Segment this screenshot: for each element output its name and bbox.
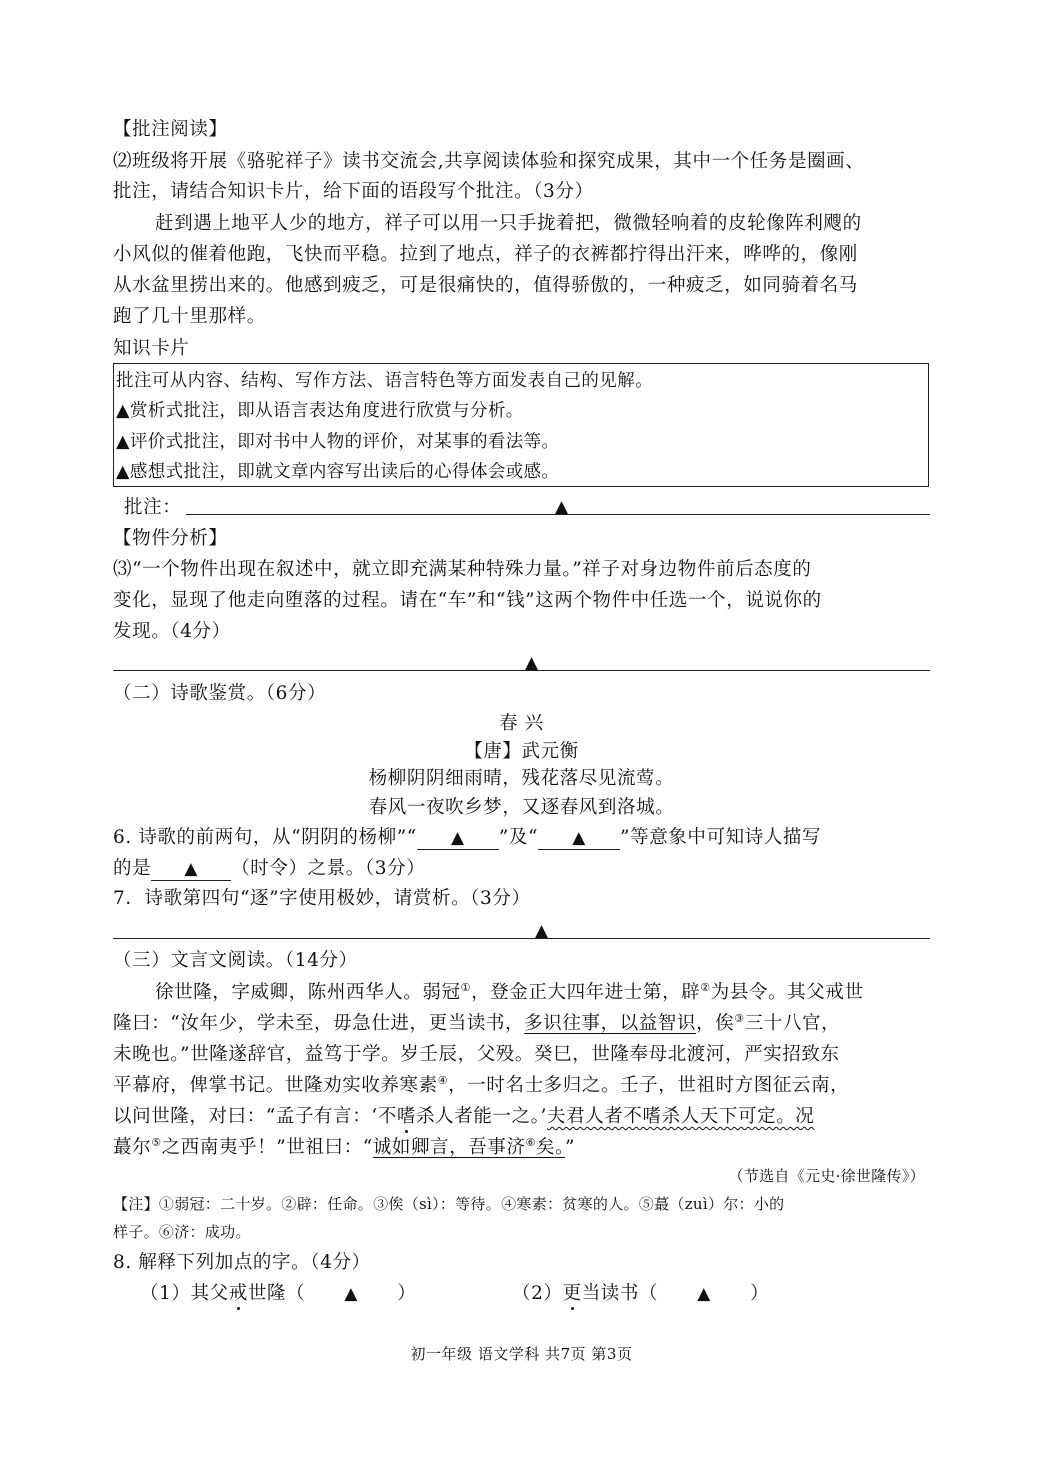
question-7: 7．诗歌第四句“逐”字使用极妙，请赏析。（3分） <box>113 888 531 909</box>
question-8-item-2: （2）更当读书（ ▲ ） <box>512 1283 770 1304</box>
question-6-blank-2[interactable] <box>538 827 620 850</box>
classical-line-5: 以问世隆，对曰：“孟子有言：‘不嗜杀人者能一之。’夫君人者不嗜杀人天下可定。况 <box>113 1106 815 1127</box>
passage-line-3: 从水盆里捞出来的。他感到疲乏，可是很痛快的，值得骄傲的，一种疲乏，如同骑着名马 <box>113 275 858 296</box>
question-3-line-2: 变化，显现了他走向堕落的过程。请在“车”和“钱”这两个物件中任选一个，说说你的 <box>113 590 822 611</box>
poem-line-2: 春风一夜吹乡梦，又逐春风到洛城。 <box>368 797 675 818</box>
classical-line-6: 蕞尔⑤之西南夷乎！”世祖曰：“诚如卿言，吾事济⑥矣。” <box>113 1135 576 1158</box>
notes-line-1: 【注】①弱冠：二十岁。②辟：任命。③俟（sì）：等待。④寒素：贫寒的人。⑤蕞（zuì）尔：小的 <box>113 1195 785 1213</box>
underlined-phrase: 诚如卿言，吾事济⑥矣。 <box>372 1135 566 1158</box>
question-8-item-1: （1）其父戒世隆（ ▲ ） <box>140 1283 417 1304</box>
triangle-icon: ▲ <box>535 921 549 941</box>
question-7-answer-line[interactable] <box>113 916 930 939</box>
question-6-blank-1[interactable] <box>417 827 499 850</box>
dotted-char: 更 <box>562 1283 582 1304</box>
card-line-3: ▲评价式批注，即对书中人物的评价，对某事的看法等。 <box>116 432 560 452</box>
dotted-char: 戒 <box>228 1283 248 1304</box>
triangle-icon: ▲ <box>344 1284 359 1304</box>
knowledge-card-title: 知识卡片 <box>113 338 190 359</box>
question-8: 8. 解释下列加点的字。（4分） <box>113 1252 371 1273</box>
knowledge-card <box>113 363 929 487</box>
triangle-icon: ▲ <box>572 828 586 848</box>
card-line-1: 批注可从内容、结构、写作方法、语言特色等方面发表自己的见解。 <box>116 371 653 391</box>
source-citation: （节选自《元史·徐世隆传》） <box>728 1167 925 1185</box>
triangle-icon: ▲ <box>184 859 199 879</box>
answer-slot-2[interactable] <box>658 1282 750 1306</box>
poem-author: 【唐】武元衡 <box>464 741 579 762</box>
question-6-line-2: 的是 ▲ （时令）之景。（3分） <box>113 858 426 879</box>
section-heading-annotation: 【批注阅读】 <box>113 119 228 140</box>
classical-line-3: 未晚也。”世隆遂辞官，益笃于学。岁壬辰，父殁。癸巳，世隆奉母北渡河，严实招致东 <box>113 1044 840 1065</box>
question-2-line-2: 批注，请结合知识卡片，给下面的语段写个批注。（3分） <box>113 181 594 202</box>
dotted-char: 嗜 <box>396 1106 417 1127</box>
section-heading-object: 【物件分析】 <box>113 528 228 549</box>
triangle-icon: ▲ <box>525 653 539 673</box>
annotation-answer-label: 批注： <box>124 497 182 518</box>
notes-line-2: 样子。⑥济：成功。 <box>113 1223 251 1241</box>
question-2-line-1: ⑵班级将开展《骆驼祥子》读书交流会,共享阅读体验和探究成果，其中一个任务是圈画、 <box>113 151 865 172</box>
classical-line-4: 平幕府，俾掌书记。世隆劝实收养寒素④，一时名士多归之。壬子，世祖时方图征云南， <box>113 1073 850 1096</box>
poem-title: 春 兴 <box>499 713 544 734</box>
underlined-phrase: 多识往事，以益智识 <box>524 1013 697 1034</box>
answer-slot-1[interactable] <box>305 1282 397 1306</box>
triangle-icon: ▲ <box>697 1284 711 1304</box>
section-heading-poem: （二）诗歌鉴赏。（6分） <box>113 683 327 704</box>
passage-line-4: 跑了几十里那样。 <box>113 306 266 327</box>
question-3-line-1: ⑶“一个物件出现在叙述中，就立即充满某种特殊力量。”祥子对身边物件前后态度的 <box>113 559 812 580</box>
passage-line-2: 小风似的催着他跑，飞快而平稳。拉到了地点，祥子的衣裤都拧得出汗来，哗哗的，像刚 <box>113 244 858 265</box>
classical-line-1: 徐世隆，字威卿，陈州西华人。弱冠①，登金正大四年进士第，辟②为县令。其父戒世 <box>155 980 864 1003</box>
question-6-blank-3[interactable] <box>151 858 231 881</box>
question-3-line-3: 发现。（4分） <box>113 621 231 642</box>
wavy-underlined-sentence: 夫君人者不嗜杀人天下可定。况 <box>547 1106 815 1127</box>
page-footer: 初一年级 语文学科 共7页 第3页 <box>410 1345 633 1363</box>
triangle-icon: ▲ <box>555 497 569 517</box>
poem-line-1: 杨柳阴阴细雨晴，残花落尽见流莺。 <box>368 768 675 789</box>
card-line-4: ▲感想式批注，即就文章内容写出读后的心得体会或感。 <box>116 462 560 482</box>
section-heading-classical: （三）文言文阅读。（14分） <box>113 950 358 971</box>
triangle-icon: ▲ <box>450 828 465 848</box>
passage-line-1: 赶到遇上地平人少的地方，祥子可以用一只手拢着把，微微轻响着的皮轮像阵利飕的 <box>155 213 862 234</box>
question-6-line-1: 6. 诗歌的前两句，从“阴阴的杨柳”“ ▲ ”及“ ▲ ”等意象中可知诗人描写 <box>113 827 822 848</box>
question-3-answer-line[interactable] <box>113 648 930 671</box>
classical-line-2: 隆曰：“汝年少，学未至，毋急仕进，更当读书，多识往事，以益智识，俟③三十八官， <box>113 1011 841 1034</box>
card-line-2: ▲赏析式批注，即从语言表达角度进行欣赏与分析。 <box>116 401 524 421</box>
